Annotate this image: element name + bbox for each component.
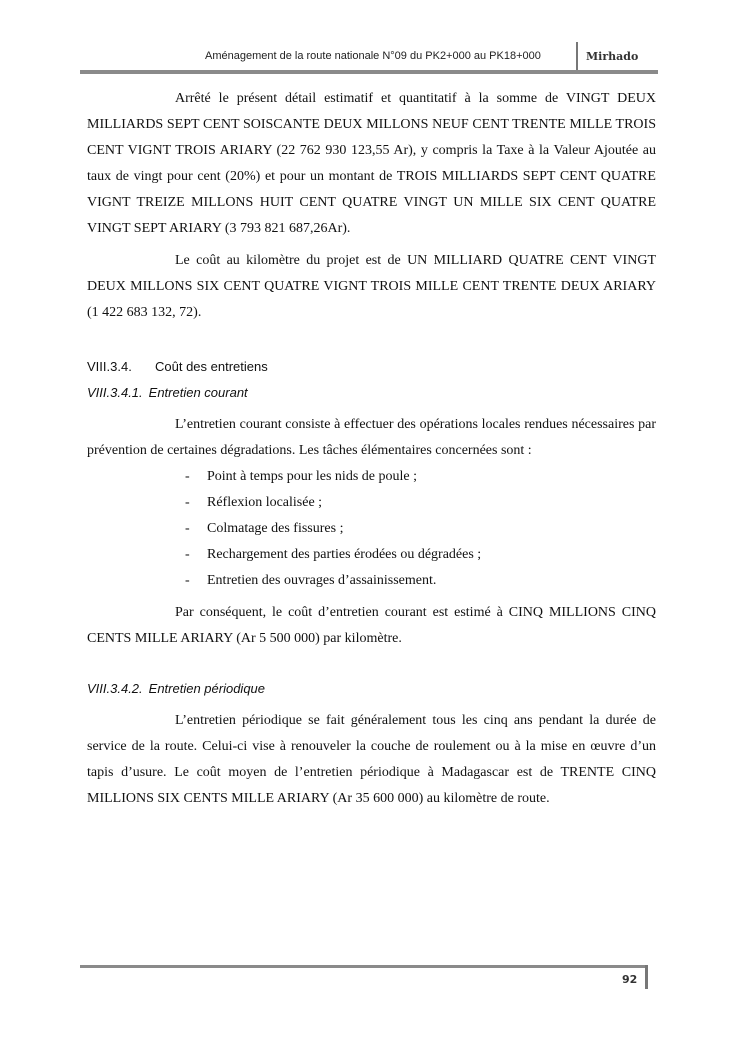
bullet-dash: -	[185, 521, 190, 536]
subsection-heading-periodique	[87, 676, 656, 702]
page-header	[0, 0, 745, 80]
section-number: VIII.3.4.	[87, 359, 132, 374]
paragraph-entretien-courant-intro: L’entretien courant consiste à effectuer des opérations locales rendues nécessaires par prévention de certaines dégradations. Les tâches élémentaires concernées sont :	[87, 417, 656, 458]
paragraph-entretien-courant-cost: Par conséquent, le coût d’entretien courant est estimé à CINQ MILLIONS CINQ CENTS MILLE ARIARY (Ar 5 500 000) par kilomètre.	[87, 605, 656, 646]
footer-rule	[80, 965, 648, 968]
header-author: Mirhado	[586, 50, 639, 63]
footer-separator	[645, 965, 648, 989]
task-list	[87, 464, 656, 594]
paragraph-entretien-periodique: L’entretien périodique se fait généralement tous les cinq ans pendant la durée de service de la route. Celui-ci vise à renouveler la couche de roulement ou à la mise en œuvre d’un tapis d’usure. Le coût moyen de l’entretien périodique à Madagascar est de TRENTE CINQ MILLIONS SIX CENTS MILLE ARIARY (Ar 35 600 000) au kilomètre de route.	[87, 713, 656, 806]
subsection-title: Entretien courant	[148, 385, 248, 400]
section-heading	[87, 354, 656, 380]
list-item: - Entretien des ouvrages d’assainissement.	[87, 568, 656, 594]
header-title: Aménagement de la route nationale N°09 du PK2+000 au PK18+000	[205, 50, 541, 62]
bullet-dash: -	[185, 495, 190, 510]
subsection-title: Entretien périodique	[148, 681, 266, 696]
bullet-dash: -	[185, 469, 190, 484]
page-number: 92	[622, 973, 638, 986]
list-item: - Réflexion localisée ;	[87, 490, 656, 516]
list-item: - Point à temps pour les nids de poule ;	[87, 464, 656, 490]
header-separator	[576, 42, 578, 72]
list-item: - Rechargement des parties érodées ou dégradées ;	[87, 542, 656, 568]
subsection-number: VIII.3.4.1.	[87, 385, 143, 400]
subsection-number: VIII.3.4.2.	[87, 681, 143, 696]
paragraph-cost-per-km: Le coût au kilomètre du projet est de UN MILLIARD QUATRE CENT VINGT DEUX MILLONS SIX CENT QUATRE VIGNT TROIS MILLE CENT TRENTE DEUX ARIARY (1 422 683 132, 72).	[87, 253, 656, 320]
bullet-dash: -	[185, 573, 190, 588]
subsection-heading-courant	[87, 380, 656, 406]
section-title: Coût des entretiens	[155, 359, 268, 374]
header-rule	[80, 70, 658, 74]
list-item: - Colmatage des fissures ;	[87, 516, 656, 542]
paragraph-estimate-total: Arrêté le présent détail estimatif et quantitatif à la somme de VINGT DEUX MILLIARDS SEPT CENT SOISCANTE DEUX MILLONS NEUF CENT TRENTE MILLE TROIS CENT VIGNT TROIS ARIARY (22 762 930 123,55 Ar), y compris la Taxe à la Valeur Ajoutée au taux de vingt pour cent (20%) et pour un montant de TROIS MILLIARDS SEPT CENT QUATRE VIGNT TREIZE MILLONS HUIT CENT QUATRE VINGT UN MILLE SIX CENT QUATRE VINGT SEPT ARIARY (3 793 821 687,26Ar).	[87, 91, 656, 236]
page-body	[87, 86, 656, 812]
bullet-dash: -	[185, 547, 190, 562]
